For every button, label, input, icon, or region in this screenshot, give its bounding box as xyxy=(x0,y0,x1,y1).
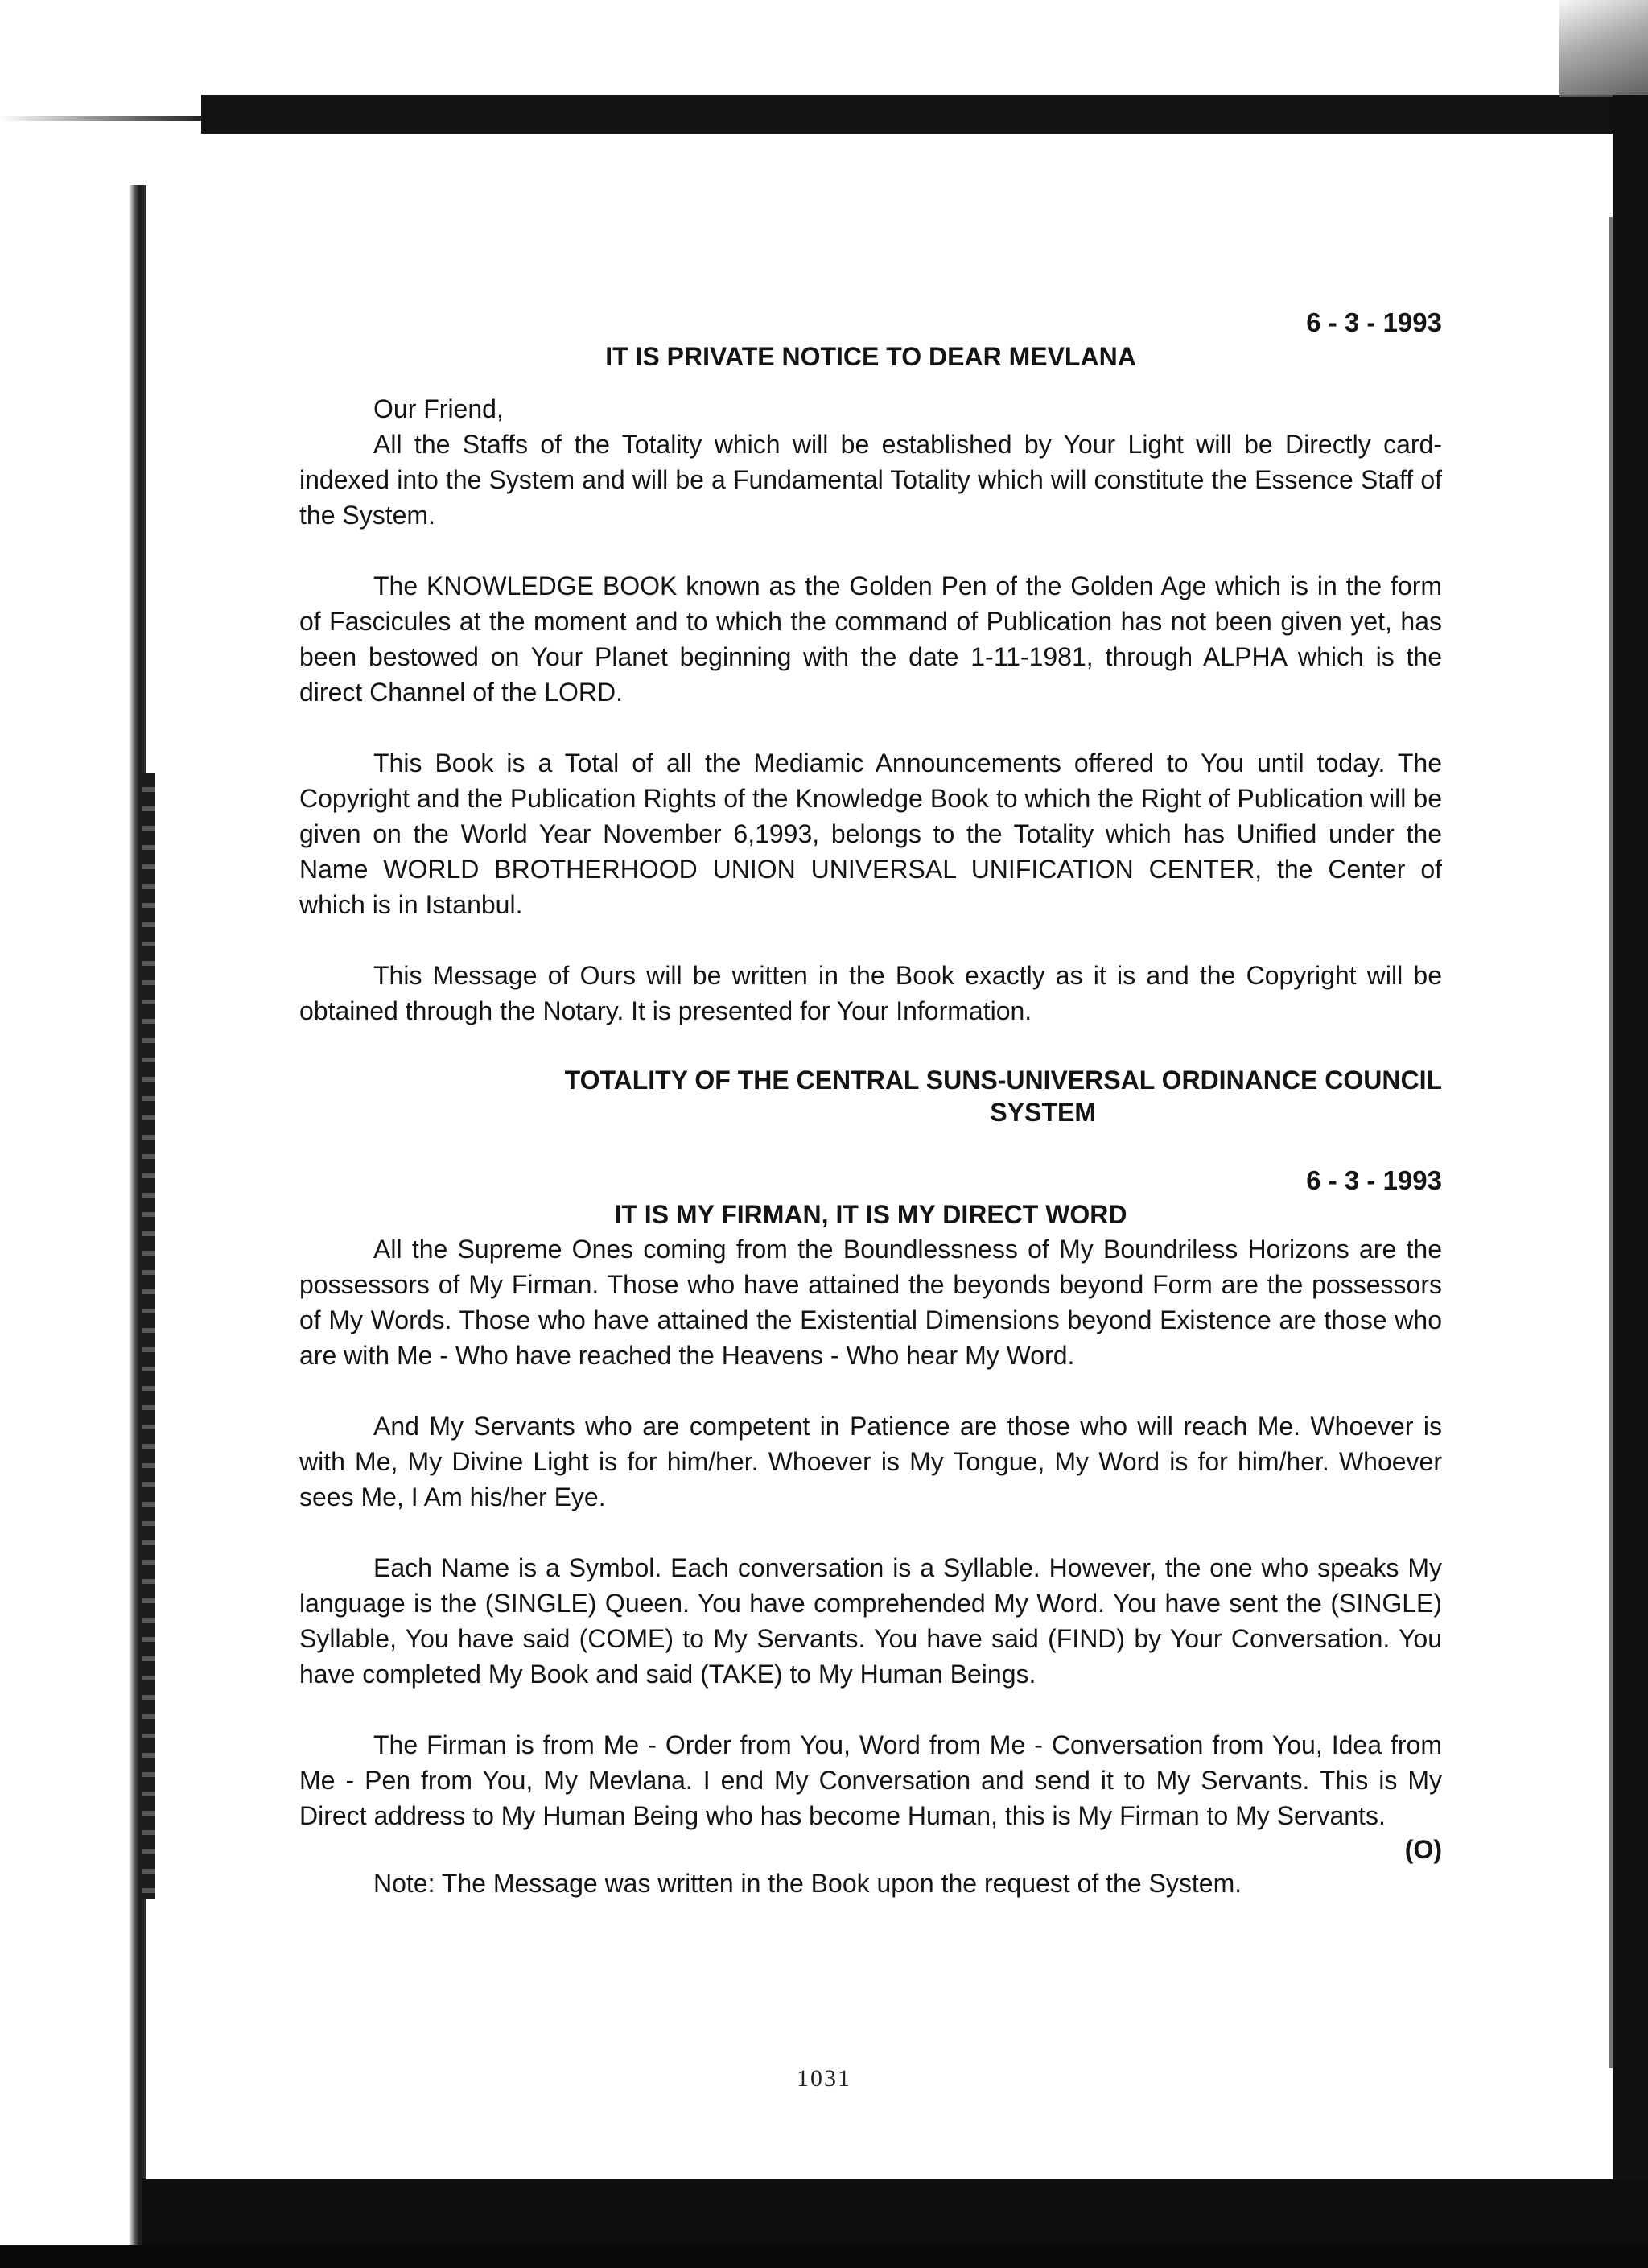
date-second-message: 6 - 3 - 1993 xyxy=(1306,1165,1442,1195)
paragraph: The Firman is from Me - Order from You, Word from Me - Conversation from You, Idea from Me - Pen from You, My Mevlana. I end My Conversation and send it to My Servants. This is My Direct address to My Human Being who has become Human, this is My Firman to My Servants. xyxy=(299,1730,1442,1830)
heading-firman: IT IS MY FIRMAN, IT IS MY DIRECT WORD xyxy=(614,1200,1127,1229)
scan-edge-bottom xyxy=(0,2245,1648,2268)
signature-council-line2: SYSTEM xyxy=(990,1098,1096,1127)
signature-o: (O) xyxy=(1404,1835,1442,1864)
spacer xyxy=(299,1373,1442,1408)
scan-border-top xyxy=(201,95,1648,134)
spacer xyxy=(299,1692,1442,1727)
spacer xyxy=(299,1515,1442,1550)
scan-binding-left xyxy=(142,773,154,1899)
paragraph: All the Supreme Ones coming from the Boundlessness of My Boundriless Horizons are the possessors of My Firman. Those who have attained the beyonds beyond Form are the possessors of My Words. Those who have attained the Existential Dimensions beyond Existence are those who are with Me - Who have reached the Heavens - Who hear My Word. xyxy=(299,1235,1442,1370)
paragraph: And My Servants who are competent in Patience are those who will reach Me. Whoever is with Me, My Divine Light is for him/her. Whoever is My Tongue, My Word is for him/her. Whoever sees Me, I Am his/her Eye. xyxy=(299,1412,1442,1511)
paragraph: All the Staffs of the Totality which will be established by Your Light will be Directly card-indexed into the System and will be a Fundamental Totality which will constitute the Essence Staff of the System. xyxy=(299,430,1442,530)
scan-border-right xyxy=(1613,95,1648,2268)
spacer xyxy=(299,710,1442,745)
spacer xyxy=(299,1128,1442,1164)
spacer xyxy=(299,373,1442,391)
page-content xyxy=(299,306,1442,1901)
heading-private-notice: IT IS PRIVATE NOTICE TO DEAR MEVLANA xyxy=(605,342,1136,371)
page-number: 1031 xyxy=(797,2065,851,2092)
salutation: Our Friend, xyxy=(373,394,504,423)
paragraph: This Message of Ours will be written in the Book exactly as it is and the Copyright will be obtained through the Notary. It is presented for Your Information. xyxy=(299,961,1442,1025)
scan-line-right xyxy=(1609,217,1613,2068)
date-first-message: 6 - 3 - 1993 xyxy=(1306,307,1442,337)
spacer xyxy=(299,1029,1442,1064)
scan-corner-top-right xyxy=(1559,0,1648,97)
scan-edge-top-left xyxy=(0,116,201,121)
spacer xyxy=(299,533,1442,568)
paragraph: Each Name is a Symbol. Each conversation is a Syllable. However, the one who speaks My language is the (SINGLE) Queen. You have comprehended My Word. You have sent the (SINGLE) Syllable, You have said (COME) to My Servants. You have said (FIND) by Your Conversation. You have completed My Book and said (TAKE) to My Human Beings. xyxy=(299,1553,1442,1689)
signature-council-line1: TOTALITY OF THE CENTRAL SUNS-UNIVERSAL ORDINANCE COUNCIL xyxy=(564,1066,1442,1095)
note: Note: The Message was written in the Book upon the request of the System. xyxy=(373,1869,1242,1898)
paragraph: This Book is a Total of all the Mediamic Announcements offered to You until today. The Copyright and the Publication Rights of the Knowledge Book to which the Right of Publication will be given on the World Year November 6,1993, belongs to the Totality which has Unified under the Name WORLD BROTHERHOOD UNION UNIVERSAL UNIFICATION CENTER, the Center of which is in Istanbul. xyxy=(299,748,1442,919)
spacer xyxy=(299,922,1442,958)
paragraph: The KNOWLEDGE BOOK known as the Golden Pen of the Golden Age which is in the form of Fascicules at the moment and to which the command of Publication has not been given yet, has been bestowed on Your Planet beginning with the date 1-11-1981, through ALPHA which is the direct Channel of the LORD. xyxy=(299,571,1442,707)
